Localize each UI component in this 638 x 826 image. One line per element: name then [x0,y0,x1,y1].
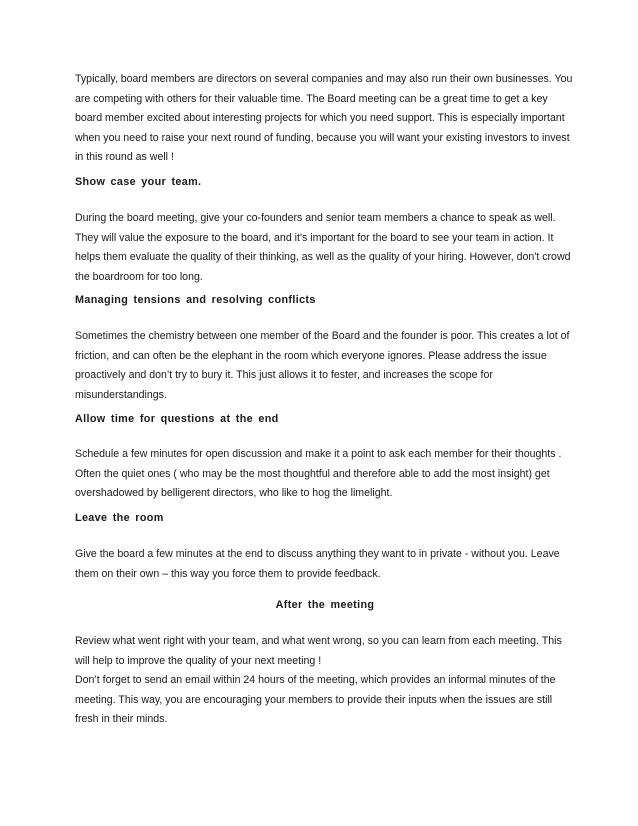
paragraph-allow-time-questions: Schedule a few minutes for open discussion and make it a point to ask each member for their thoughts . Often the quiet ones ( who may be the most thoughtful and therefore able to add the most insight) get overshadowed by belligerent directors, who like to hog the limelight. [75,448,562,500]
heading-after-meeting: After the meeting [275,599,375,611]
intro-paragraph: Typically, board members are directors on several companies and may also run their own businesses. You are competing with others for their valuable time. The Board meeting can be a great time to get a key board member excited about interesting projects for which you need support. This is especially important when you need to raise your next round of funding, because you will want your existing investors to invest in this round as well ! [75,73,573,164]
heading-managing-tensions: Managing tensions and resolving conflicts [75,294,316,306]
paragraph-show-case-team: During the board meeting, give your co-founders and senior team members a chance to speak as well. They will value the exposure to the board, and it's important for the board to see your team in action. It helps them evaluate the quality of their thinking, as well as the quality of your hiring. However, don't crowd the boardroom for too long. [75,212,571,283]
paragraph-after-meeting-email: Don’t forget to send an email within 24 hours of the meeting, which provides an informal minutes of the meeting. This way, you are encouraging your members to provide their inputs when the issues are still fresh in their minds. [75,674,556,726]
paragraph-leave-room: Give the board a few minutes at the end to discuss anything they want to in private - without you. Leave them on their own – this way you force them to provide feedback. [75,548,560,580]
paragraph-after-meeting-review: Review what went right with your team, and what went wrong, so you can learn from each meeting. This will help to improve the quality of your next meeting ! [75,635,562,667]
heading-show-case-team: Show case your team. [75,176,202,188]
heading-allow-time-questions: Allow time for questions at the end [75,413,279,425]
heading-leave-room: Leave the room [75,512,164,524]
paragraph-managing-tensions: Sometimes the chemistry between one member of the Board and the founder is poor. This creates a lot of friction, and can often be the elephant in the room which everyone ignores. Please address the issue proactively and don’t try to bury it. This just allows it to fester, and increases the scope for misunderstandings. [75,330,570,401]
